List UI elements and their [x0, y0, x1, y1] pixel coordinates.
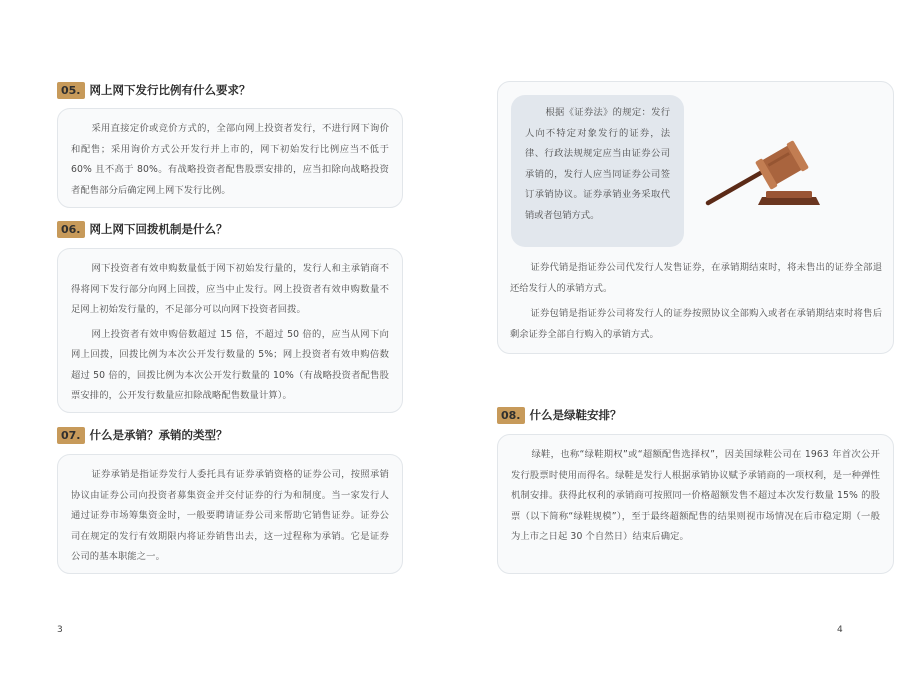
section-05-header	[57, 80, 251, 100]
page-number: 4	[837, 625, 843, 635]
right-page	[450, 0, 901, 681]
section-number-badge: 07.	[57, 427, 85, 444]
section-08-card	[497, 434, 894, 574]
quote-text: 根据《证券法》的规定：发行人向不特定对象发行的证券，法律、行政法规规定应当由证券公司承销的，发行人应当同证券公司签订承销协议。证券承销业务采取代销或者包销方式。	[525, 107, 670, 221]
section-title: 什么是绿鞋安排？	[529, 408, 622, 422]
paragraph: 采用直接定价或竞价方式的，全部向网上投资者发行，不进行网下询价和配售；采用询价方式公开发行并上市的，网下初始发行比例应当不低于 60% 且不高于 80%。有战略投资者配售股票安排的，应当扣除向战略投资者配售部分后确定网上网下发行比例。	[71, 123, 389, 196]
paragraph: 网下投资者有效申购数量低于网下初始发行量的，发行人和主承销商不得将网下发行部分向网上回拨，应当中止发行。网上投资者有效申购数量不足网上初始发行量的，不足部分可以向网下投资者回拨。	[71, 263, 389, 315]
section-06-header	[57, 219, 228, 239]
section-title: 网上网下回拨机制是什么？	[89, 222, 228, 236]
section-title: 什么是承销？承销的类型？	[89, 428, 228, 442]
section-06-card	[57, 248, 403, 413]
paragraph: 证券包销是指证券公司将发行人的证券按照协议全部购入或者在承销期结束时将售后剩余证券全部自行购入的承销方式。	[510, 308, 882, 340]
section-05-card	[57, 108, 403, 208]
section-number-badge: 06.	[57, 221, 85, 238]
section-08-header	[497, 405, 622, 425]
left-page	[0, 0, 450, 681]
section-title: 网上网下发行比例有什么要求？	[89, 83, 251, 97]
section-07-card	[57, 454, 403, 574]
continuation-text	[510, 258, 882, 345]
paragraph: 网上投资者有效申购倍数超过 15 倍，不超过 50 倍的，应当从网下向网上回拨，回拨比例为本次公开发行数量的 5%；网上投资者有效申购倍数超过 50 倍的，回拨比例为本次公开发行数量的 10%（有战略投资者配售股票安排的，公开发行数量应扣除战略配售数量计算）。	[71, 328, 389, 401]
paragraph: 证券承销是指证券发行人委托具有证券承销资格的证券公司，按照承销协议由证券公司向投资者募集资金并交付证券的行为和制度。当一家发行人通过证券市场筹集资金时，一般要聘请证券公司来帮助它销售证券。证券公司在规定的发行有效期限内将证券销售出去，这一过程称为承销。它是证券公司的基本职能之一。	[71, 469, 389, 562]
law-quote-box	[511, 95, 684, 247]
section-07-header	[57, 425, 228, 445]
paragraph: 绿鞋，也称“绿鞋期权”或“超额配售选择权”，因美国绿鞋公司在 1963 年首次公开发行股票时使用而得名。绿鞋是发行人根据承销协议赋予承销商的一项权利，是一种弹性机制安排。获得此权利的承销商可按照同一价格超额发售不超过本次发行数量 15% 的股票（以下简称“绿鞋规模”），至于最终超额配售的结果则视市场情况在后市稳定期（一般为上市之日起 30 个自然日）结束后确定。	[511, 449, 880, 542]
page-number: 3	[57, 625, 63, 635]
section-number-badge: 05.	[57, 82, 85, 99]
paragraph: 证券代销是指证券公司代发行人发售证券，在承销期结束时，将未售出的证券全部退还给发行人的承销方式。	[510, 262, 882, 294]
gavel-icon	[702, 133, 830, 213]
section-number-badge: 08.	[497, 407, 525, 424]
